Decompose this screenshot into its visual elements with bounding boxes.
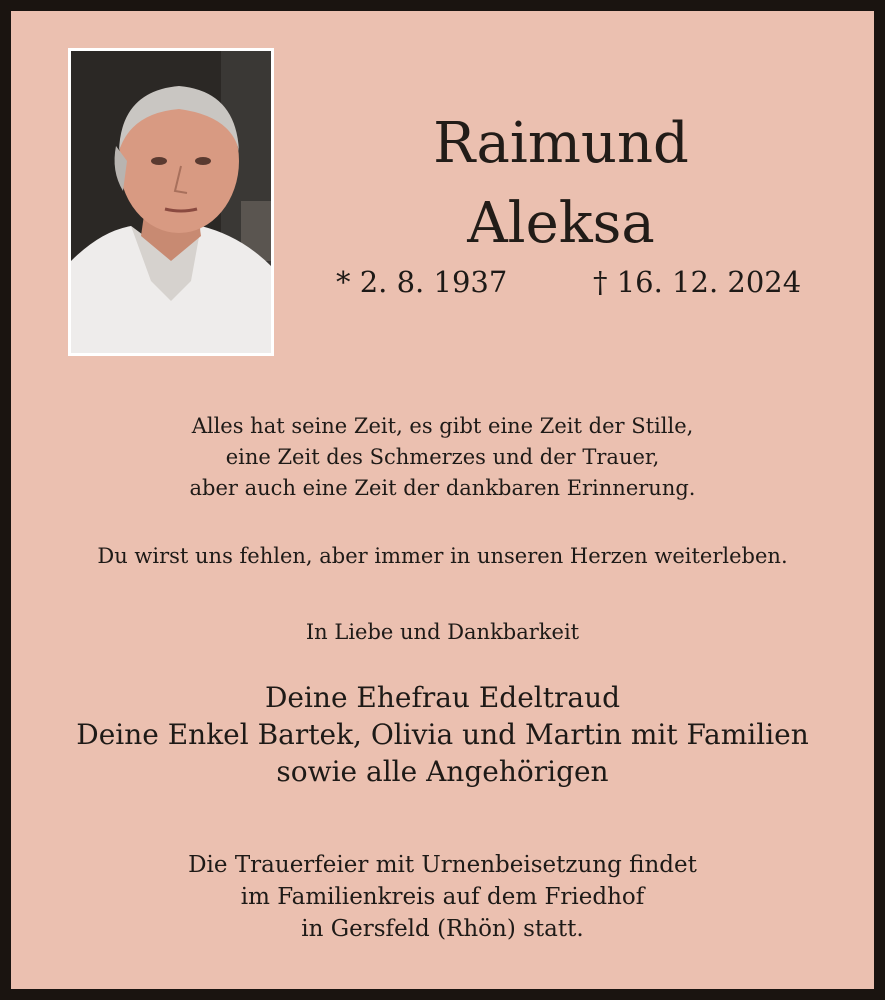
ceremony-line: im Familienkreis auf dem Friedhof — [240, 884, 645, 910]
last-name: Aleksa — [467, 191, 655, 256]
love-line — [11, 617, 874, 648]
ceremony-line: Die Trauerfeier mit Urnenbeisetzung findet — [188, 852, 697, 878]
family-line: Deine Enkel Bartek, Olivia und Martin mit Familien — [76, 718, 809, 751]
ceremony-line: in Gersfeld (Rhön) statt. — [301, 916, 584, 942]
quote-line: Alles hat seine Zeit, es gibt eine Zeit der Stille, — [191, 414, 694, 438]
quote-line: eine Zeit des Schmerzes und der Trauer, — [225, 445, 660, 469]
birth-date: * 2. 8. 1937 — [336, 265, 508, 299]
quote-line: aber auch eine Zeit der dankbaren Erinnerung. — [189, 476, 696, 500]
quote — [11, 411, 874, 504]
missing-text: Du wirst uns fehlen, aber immer in unseren Herzen weiterleben. — [97, 544, 788, 568]
family-line: Deine Ehefrau Edeltraud — [264, 681, 621, 714]
ceremony-info — [11, 849, 874, 945]
family-signature — [11, 679, 874, 790]
family-line: sowie alle Angehörigen — [276, 755, 609, 788]
missing-line — [11, 541, 874, 572]
love-text: In Liebe und Dankbarkeit — [305, 620, 580, 644]
portrait-photo — [68, 48, 274, 356]
obituary-card — [11, 11, 874, 989]
first-name: Raimund — [433, 111, 689, 176]
death-date: † 16. 12. 2024 — [593, 265, 802, 299]
